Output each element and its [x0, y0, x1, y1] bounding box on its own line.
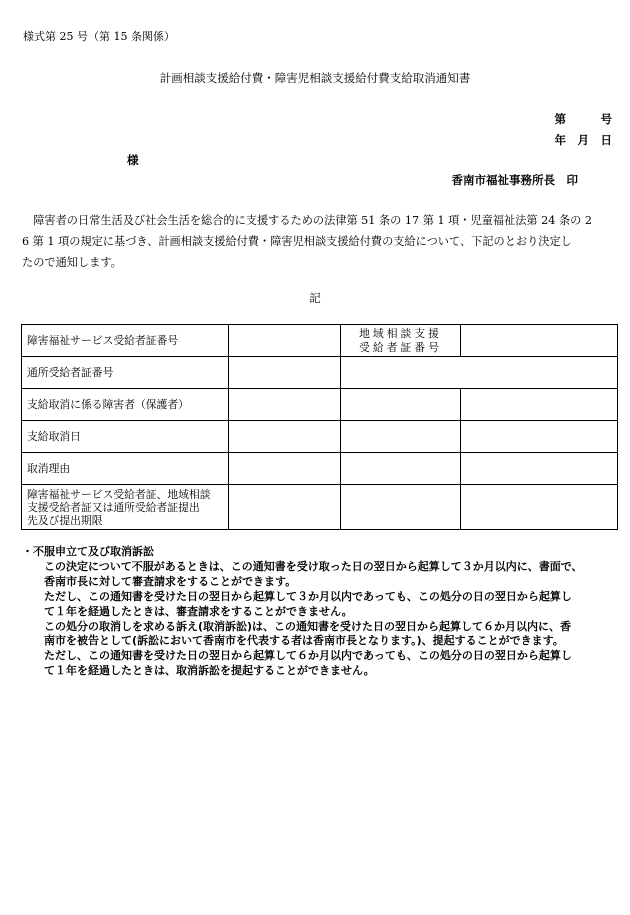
table-value-cell[interactable]	[341, 485, 461, 530]
table-value-cell[interactable]	[461, 485, 618, 530]
notes-line: 南市を被告として(訴訟において香南市を代表する者は香南市長となります。)、提起することができます。	[22, 634, 564, 648]
document-number-line: 第 号	[554, 112, 612, 126]
document-date-line: 年 月 日	[554, 133, 612, 147]
body-line: 障害者の日常生活及び社会生活を総合的に支援するための法律第 51 条の 17 第 1 項・児童福祉法第 24 条の 2	[22, 214, 593, 227]
table-label-cell: 通所受給者証番号	[22, 357, 229, 389]
table-value-cell[interactable]	[229, 357, 341, 389]
table-value-cell[interactable]	[461, 389, 618, 421]
table-label-cell	[341, 325, 461, 357]
table-row	[22, 389, 618, 421]
table-row	[22, 421, 618, 453]
notes-line: て１年を経過したときは、取消訴訟を提起することができません。	[22, 664, 375, 678]
details-table	[21, 324, 618, 530]
table-label-line: 地域相談支援	[359, 326, 442, 340]
notes-line: この決定について不服があるときは、この通知書を受け取った日の翌日から起算して３か月以内に、書面で、	[22, 559, 583, 573]
table-label-line: 先及び提出期限	[27, 513, 103, 527]
table-label-cell: 支給取消日	[22, 421, 229, 453]
table-value-cell[interactable]	[229, 453, 341, 485]
form-number: 様式第 25 号（第 15 条関係）	[23, 30, 175, 43]
body-paragraph	[22, 210, 612, 273]
body-line: 6 第 1 項の規定に基づき、計画相談支援給付費・障害児相談支援給付費の支給について、下記のとおり決定し	[22, 235, 572, 248]
notes-line: この処分の取消しを求める訴え(取消訴訟)は、この通知書を受けた日の翌日から起算して６か月以内に、香	[22, 619, 572, 633]
table-row	[22, 325, 618, 357]
notes-line: 香南市長に対して審査請求をすることができます。	[22, 574, 297, 588]
table-value-cell[interactable]	[229, 389, 341, 421]
table-label-line: 支援受給者証又は通所受給者証提出	[27, 500, 200, 514]
table-value-cell[interactable]	[229, 485, 341, 530]
table-label-line: 障害福祉サービス受給者証、地域相談	[27, 487, 211, 501]
table-value-cell[interactable]	[461, 325, 618, 357]
notes-line: て１年を経過したときは、審査請求をすることができません。	[22, 604, 353, 618]
table-label-line: 受給者証番号	[359, 340, 442, 354]
table-label-cell	[22, 485, 229, 530]
issuer-name: 香南市福祉事務所長 印	[451, 173, 578, 187]
body-line: たので通知します。	[22, 256, 122, 269]
table-value-cell[interactable]	[229, 325, 341, 357]
notes-line: ただし、この通知書を受けた日の翌日から起算して６か月以内であっても、この処分の日の翌日から起算し	[22, 649, 572, 663]
table-label-cell: 障害福祉サービス受給者証番号	[22, 325, 229, 357]
table-value-cell[interactable]	[341, 453, 461, 485]
table-value-cell[interactable]	[341, 389, 461, 421]
table-value-cell[interactable]	[229, 421, 341, 453]
notes-line: ただし、この通知書を受けた日の翌日から起算して３か月以内であっても、この処分の日の翌日から起算し	[22, 589, 572, 603]
table-label-cell: 取消理由	[22, 453, 229, 485]
table-value-cell[interactable]	[461, 421, 618, 453]
table-row	[22, 485, 618, 530]
table-label-cell: 支給取消に係る障害者（保護者）	[22, 389, 229, 421]
table-row	[22, 357, 618, 389]
notes-heading: ・不服申立て及び取消訴訟	[22, 545, 154, 558]
table-value-cell[interactable]	[461, 453, 618, 485]
document-title: 計画相談支援給付費・障害児相談支援給付費支給取消通知書	[159, 71, 471, 85]
addressee-honorific: 様	[127, 153, 139, 167]
table-value-cell[interactable]	[341, 357, 618, 389]
table-row	[22, 453, 618, 485]
ki-heading: 記	[309, 291, 321, 305]
table-value-cell[interactable]	[341, 421, 461, 453]
appeal-notes	[22, 545, 622, 679]
